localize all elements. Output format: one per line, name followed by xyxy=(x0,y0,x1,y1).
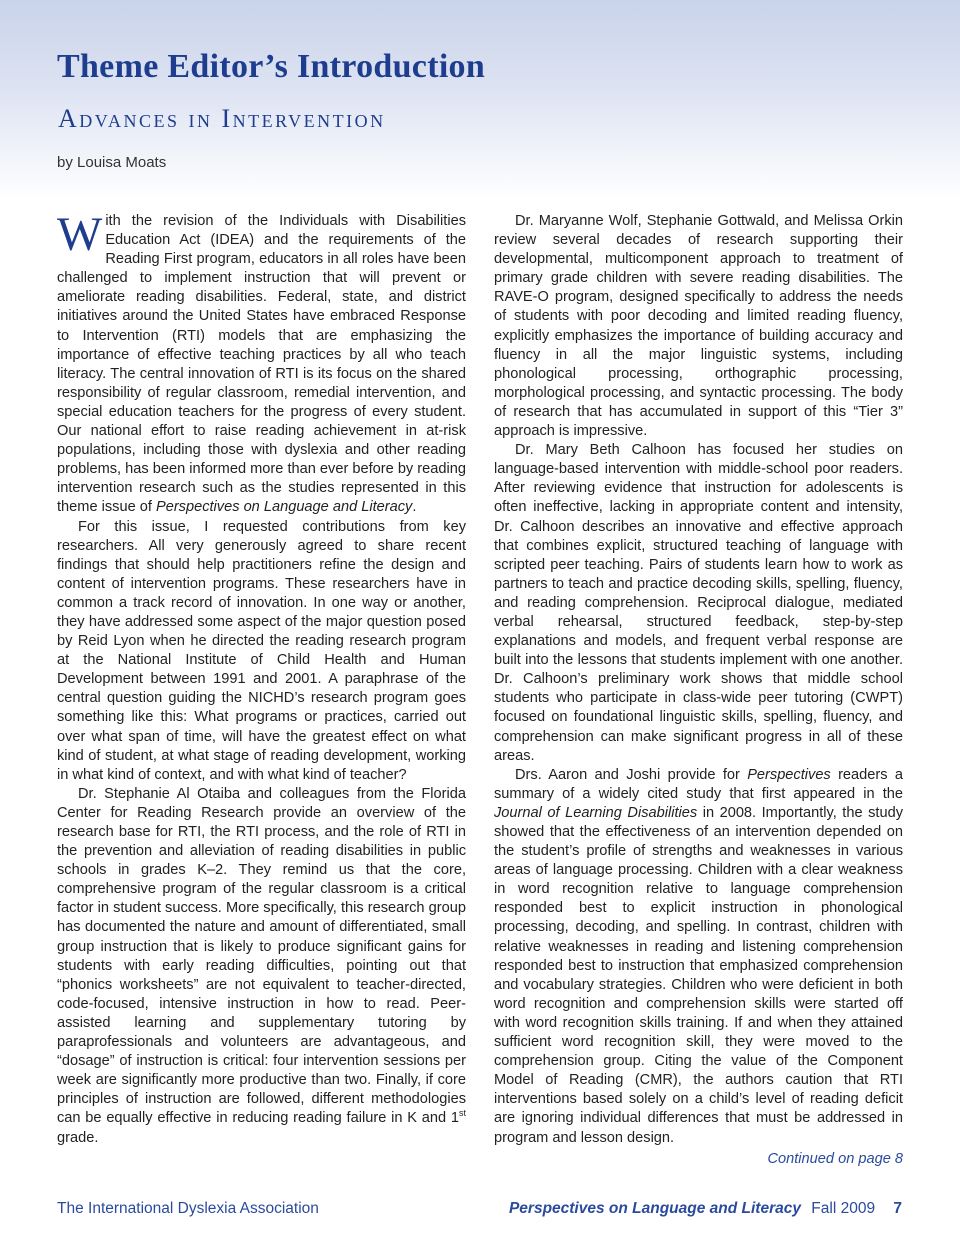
body-paragraph xyxy=(494,766,903,1148)
italic-text: Perspectives xyxy=(747,766,831,783)
body-paragraph: Dr. Maryanne Wolf, Stephanie Gottwald, and Melissa Orkin review several decades of research supporting their developmental, multicomponent approach to treatment of primary grade children with severe reading disabilities. The RAVE-O program, designed specifically to address the needs of students with poor decoding and limited reading fluency, explicitly emphasizes the importance of building accuracy and fluency in all the major linguistic systems, including phonological processing, orthographic processing, morphological processing, and syntactic processing. The body of research that has accumulated in support of this “Tier 3” approach is impressive. xyxy=(494,213,903,440)
continued-link[interactable]: Continued on page 8 xyxy=(767,1150,903,1167)
right-column xyxy=(494,212,903,1169)
paragraph-text: Dr. Stephanie Al Otaiba and colleagues from the Florida Center for Reading Research provide an overview of the research base for RTI, the RTI process, and the role of RTI in the prevention and alleviation of reading disabilities in public schools in grades K–2. They remind us that the core, comprehensive program of the regular classroom is a critical factor in student success. More specifically, this research group has documented the nature and amount of differentiated, small group instruction that is likely to produce significant gains for students with early reading difficulties, pointing out that “phonics worksheets” are not equivalent to teacher-directed, code-focused, intensive instruction in how to read. Peer-assisted learning and supplementary tutoring by paraprofessionals and volunteers are advantageous, and “dosage” of instruction is critical: four intervention sessions per week are significantly more productive than two. Finally, if core principles of instruction are followed, different methodologies can be equally effective in reducing reading failure in K and 1 xyxy=(57,785,466,1127)
author-byline: by Louisa Moats xyxy=(57,154,167,171)
page-number: 7 xyxy=(893,1200,902,1217)
footer-issue: Fall 2009 xyxy=(811,1200,876,1217)
footer-journal-info xyxy=(509,1200,902,1218)
body-paragraph xyxy=(57,785,466,1148)
drop-cap: W xyxy=(57,208,103,261)
paragraph-text: in 2008. Importantly, the study showed that the effectiveness of an intervention depended on the student’s profile of strengths and weaknesses in various areas of language processing. Children with a clear weakness in word recognition relative to language comprehension responded best to explicit instruction in phonological processing, decoding, and spelling. In contrast, children with relative weaknesses in reading and listening comprehension responded best to instruction that emphasized comprehension and vocabulary strategies. Children who were deficient in both word recognition and comprehension skills were started off with word recognition skills training. If and when they attained sufficient word recognition skill, they were moved to the comprehension group. Citing the value of the Component Model of Reading (CMR), the authors caution that RTI interventions based solely on a child’s level of reading deficit are ignoring individual differences that must be addressed in program and lesson design. xyxy=(494,804,904,1146)
intro-paragraph xyxy=(57,208,466,518)
paragraph-text: Drs. Aaron and Joshi provide for xyxy=(515,766,748,783)
superscript: st xyxy=(458,1108,466,1119)
italic-text: Journal of Learning Disabilities xyxy=(494,804,698,821)
left-column xyxy=(57,208,466,1148)
intro-text-end: . xyxy=(412,499,417,516)
footer-journal-name: Perspectives on Language and Literacy xyxy=(508,1200,801,1217)
body-paragraph: Dr. Mary Beth Calhoon has focused her studies on language-based intervention with middle-school poor readers. After reviewing evidence that instruction for adolescents is often ineffective, lacking in appropriate content and intensity, Dr. Calhoon describes an innovative and effective approach that combines explicit, structured teaching of language with scripted peer teaching. Pairs of students learn how to work as partners to teach and practice decoding skills, spelling, fluency, and reading comprehension. Reciprocal dialogue, mediated verbal rehearsal, structured feedback, step-by-step explanations and models, and frequent verbal response are built into the lessons that students implement with one another. Dr. Calhoon’s preliminary work shows that middle school students who participate in class-wide peer tutoring (CWPT) focused on foundational linguistic skills, spelling, fluency, and comprehension can make significant progress in all of these areas. xyxy=(494,442,903,764)
body-paragraph: For this issue, I requested contributions from key researchers. All very generously agreed to share recent findings that should help practitioners refine the design and content of intervention programs. These researchers have in common a track record of innovation. In one way or another, they have addressed some aspect of the major question posed by Reid Lyon when he directed the reading research program at the National Institute of Child Health and Human Development between 1991 and 2001. A paraphrase of the central question guiding the NICHD’s research program goes something like this: What programs or practices, carried out over what span of time, will have the greatest effect on what kind of student, at what stage of reading development, working in what kind of context, and with what kind of teacher? xyxy=(57,518,466,783)
page-title: Theme Editor’s Introduction xyxy=(57,48,486,85)
journal-title-italic: Perspectives on Language and Literacy xyxy=(155,499,413,516)
paragraph-text-end: grade. xyxy=(57,1129,99,1146)
page-subtitle: Advances in Intervention xyxy=(58,104,386,133)
intro-text: ith the revision of the Individuals with Disabilities Education Act (IDEA) and the requirements of the Reading First program, educators in all roles have been challenged to implement instruction that will prevent or ameliorate reading disabilities. Federal, state, and district initiatives around the United States have embraced Response to Intervention (RTI) models that are emphasizing the importance of effective teaching practices by all who teach literacy. The central innovation of RTI is its focus on the shared responsibility of regular classroom, remedial intervention, and special education teachers for the progress of every student. Our national effort to raise reading achievement in at-risk populations, including those with dyslexia and other reading problems, has been informed more than ever before by reading intervention research such as the studies represented in this theme issue of xyxy=(57,213,466,516)
paragraph-text: readers a summary of a widely cited study that first appeared in the xyxy=(494,766,903,802)
footer-organization: The International Dyslexia Association xyxy=(57,1200,319,1217)
